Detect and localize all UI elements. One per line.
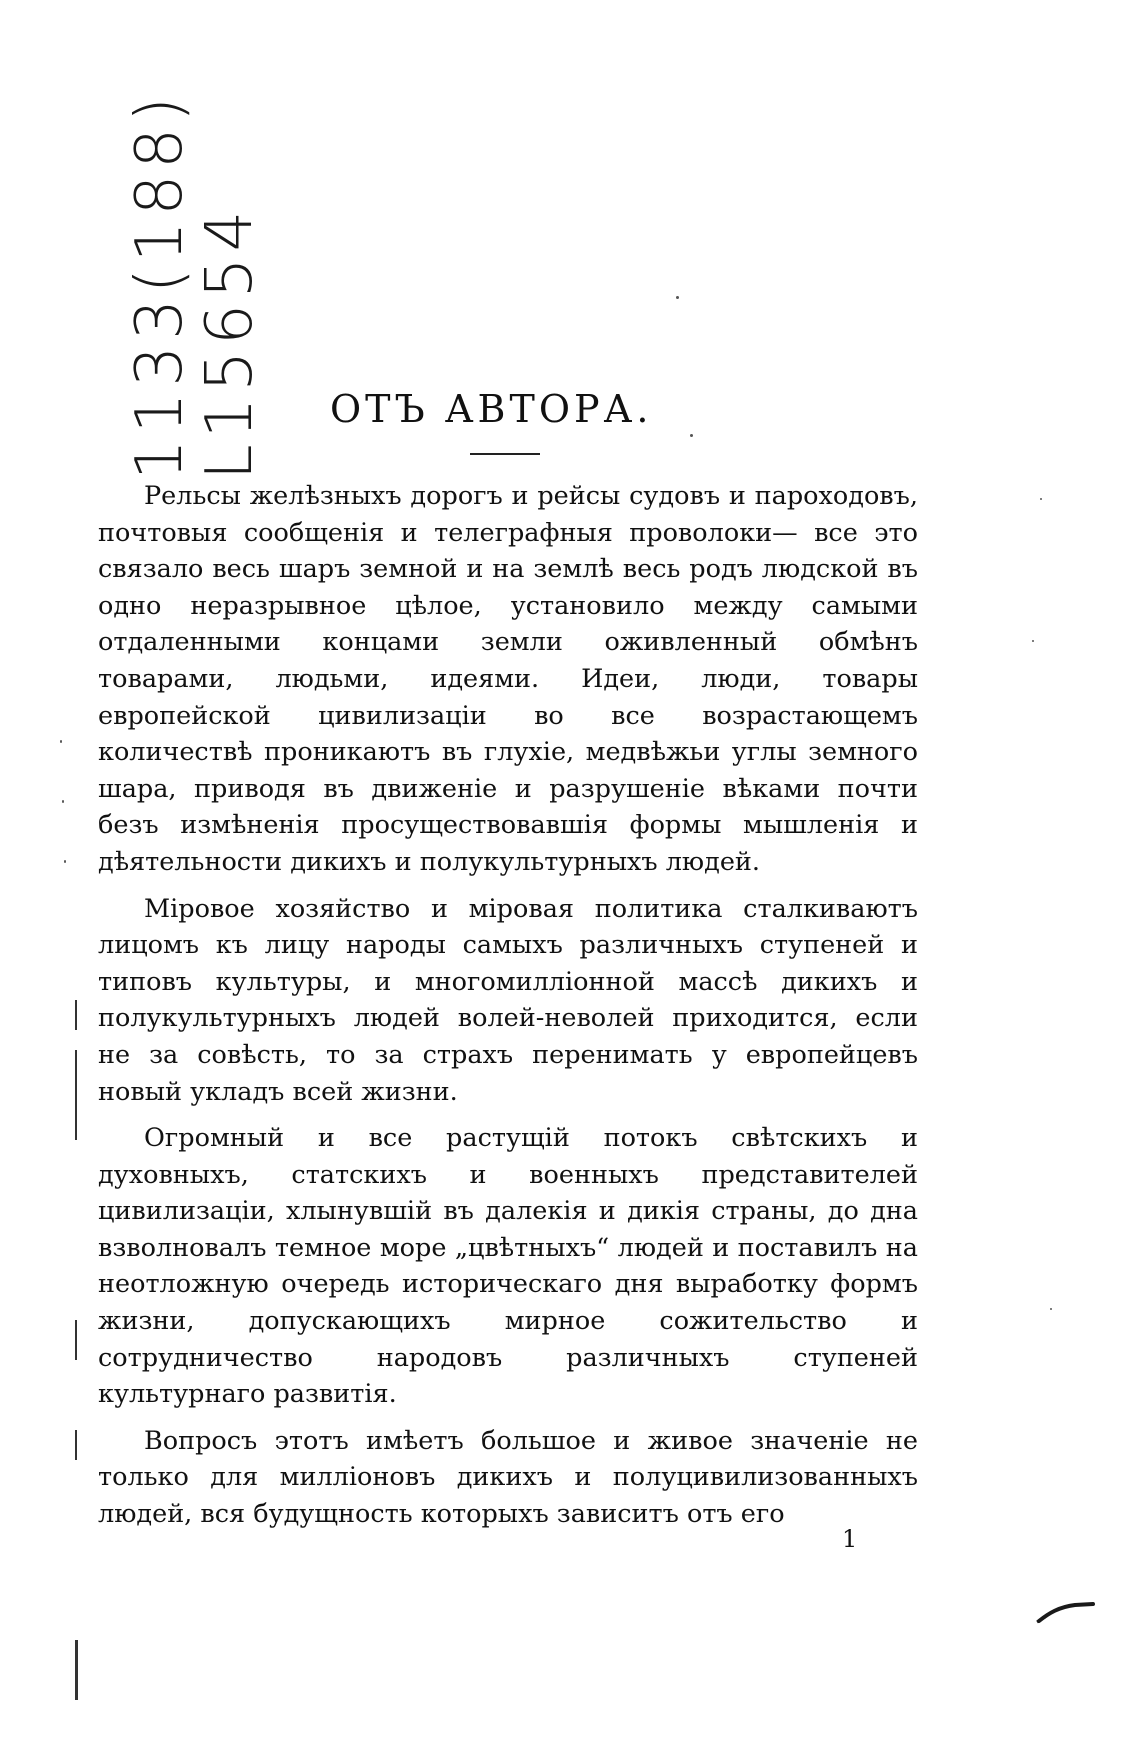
scan-speck bbox=[1050, 1308, 1052, 1310]
paragraph-2: Міровое хозяйство и міровая политика сталкиваютъ лицомъ къ лицу народы самыхъ различныхъ ступеней и типовъ культуры, и многомилліонной массѣ дикихъ и полукультурныхъ людей волей-неволей приходится, если не за совѣсть, то за страхъ перенимать у европейцевъ новый укладъ всей жизни. bbox=[98, 893, 918, 1107]
scan-speck bbox=[60, 740, 62, 743]
scan-speck bbox=[62, 800, 64, 803]
scan-speck bbox=[64, 860, 66, 863]
paragraph-1: Рельсы желѣзныхъ дорогъ и рейсы судовъ и пароходовъ, почтовыя сообщенія и телеграфныя проволоки— все это связало весь шаръ земной и на землѣ весь родъ людской въ одно неразрывное цѣлое, установило между самыми отдаленными концами земли оживленный обмѣнъ товарами, людьми, идеями. Идеи, люди, товары европейской цивилизаціи во все возрастающемъ количествѣ проникаютъ въ глухіе, медвѣжьи углы земного шара, приводя въ движеніе и разрушеніе вѣками почти безъ измѣненія просуществовавшія формы мышленія и дѣятельности дикихъ и полукультурныхъ людей. bbox=[98, 481, 918, 877]
handwritten-inventory-number: L15654 bbox=[193, 204, 267, 480]
paragraph-3: Огромный и все растущій потокъ свѣтскихъ и духовныхъ, статскихъ и военныхъ представителей цивилизаціи, хлынувшій въ далекія и дикія страны, до дна взволновалъ темное море „цвѣтныхъ“ людей и поставилъ на неотложную очередь историческаго дня выработку формъ жизни, допускающихъ мирное сожительство и сотрудничество народовъ различныхъ ступеней культурнаго развитія. bbox=[98, 1123, 918, 1410]
handwritten-call-number: 1133(188) bbox=[123, 91, 197, 480]
scan-edge-mark bbox=[75, 1000, 77, 1030]
body-text bbox=[98, 478, 918, 1533]
scan-edge-mark bbox=[75, 1430, 77, 1460]
pen-mark-icon bbox=[1035, 1595, 1095, 1625]
scan-speck bbox=[1040, 498, 1042, 500]
heading-divider bbox=[470, 453, 540, 455]
scan-speck bbox=[676, 296, 679, 299]
scan-speck bbox=[1032, 640, 1034, 642]
page-title: ОТЪ АВТОРА. bbox=[330, 387, 653, 431]
scan-edge-mark bbox=[75, 1050, 77, 1140]
page-number: 1 bbox=[842, 1525, 858, 1553]
paragraph-4: Вопросъ этотъ имѣетъ большое и живое значеніе не только для милліоновъ дикихъ и полуцивилизованныхъ людей, вся будущность которыхъ зависитъ отъ его bbox=[98, 1425, 918, 1530]
scan-speck bbox=[690, 434, 693, 437]
scan-edge-mark bbox=[75, 1320, 77, 1360]
scan-edge-mark bbox=[75, 1640, 78, 1700]
